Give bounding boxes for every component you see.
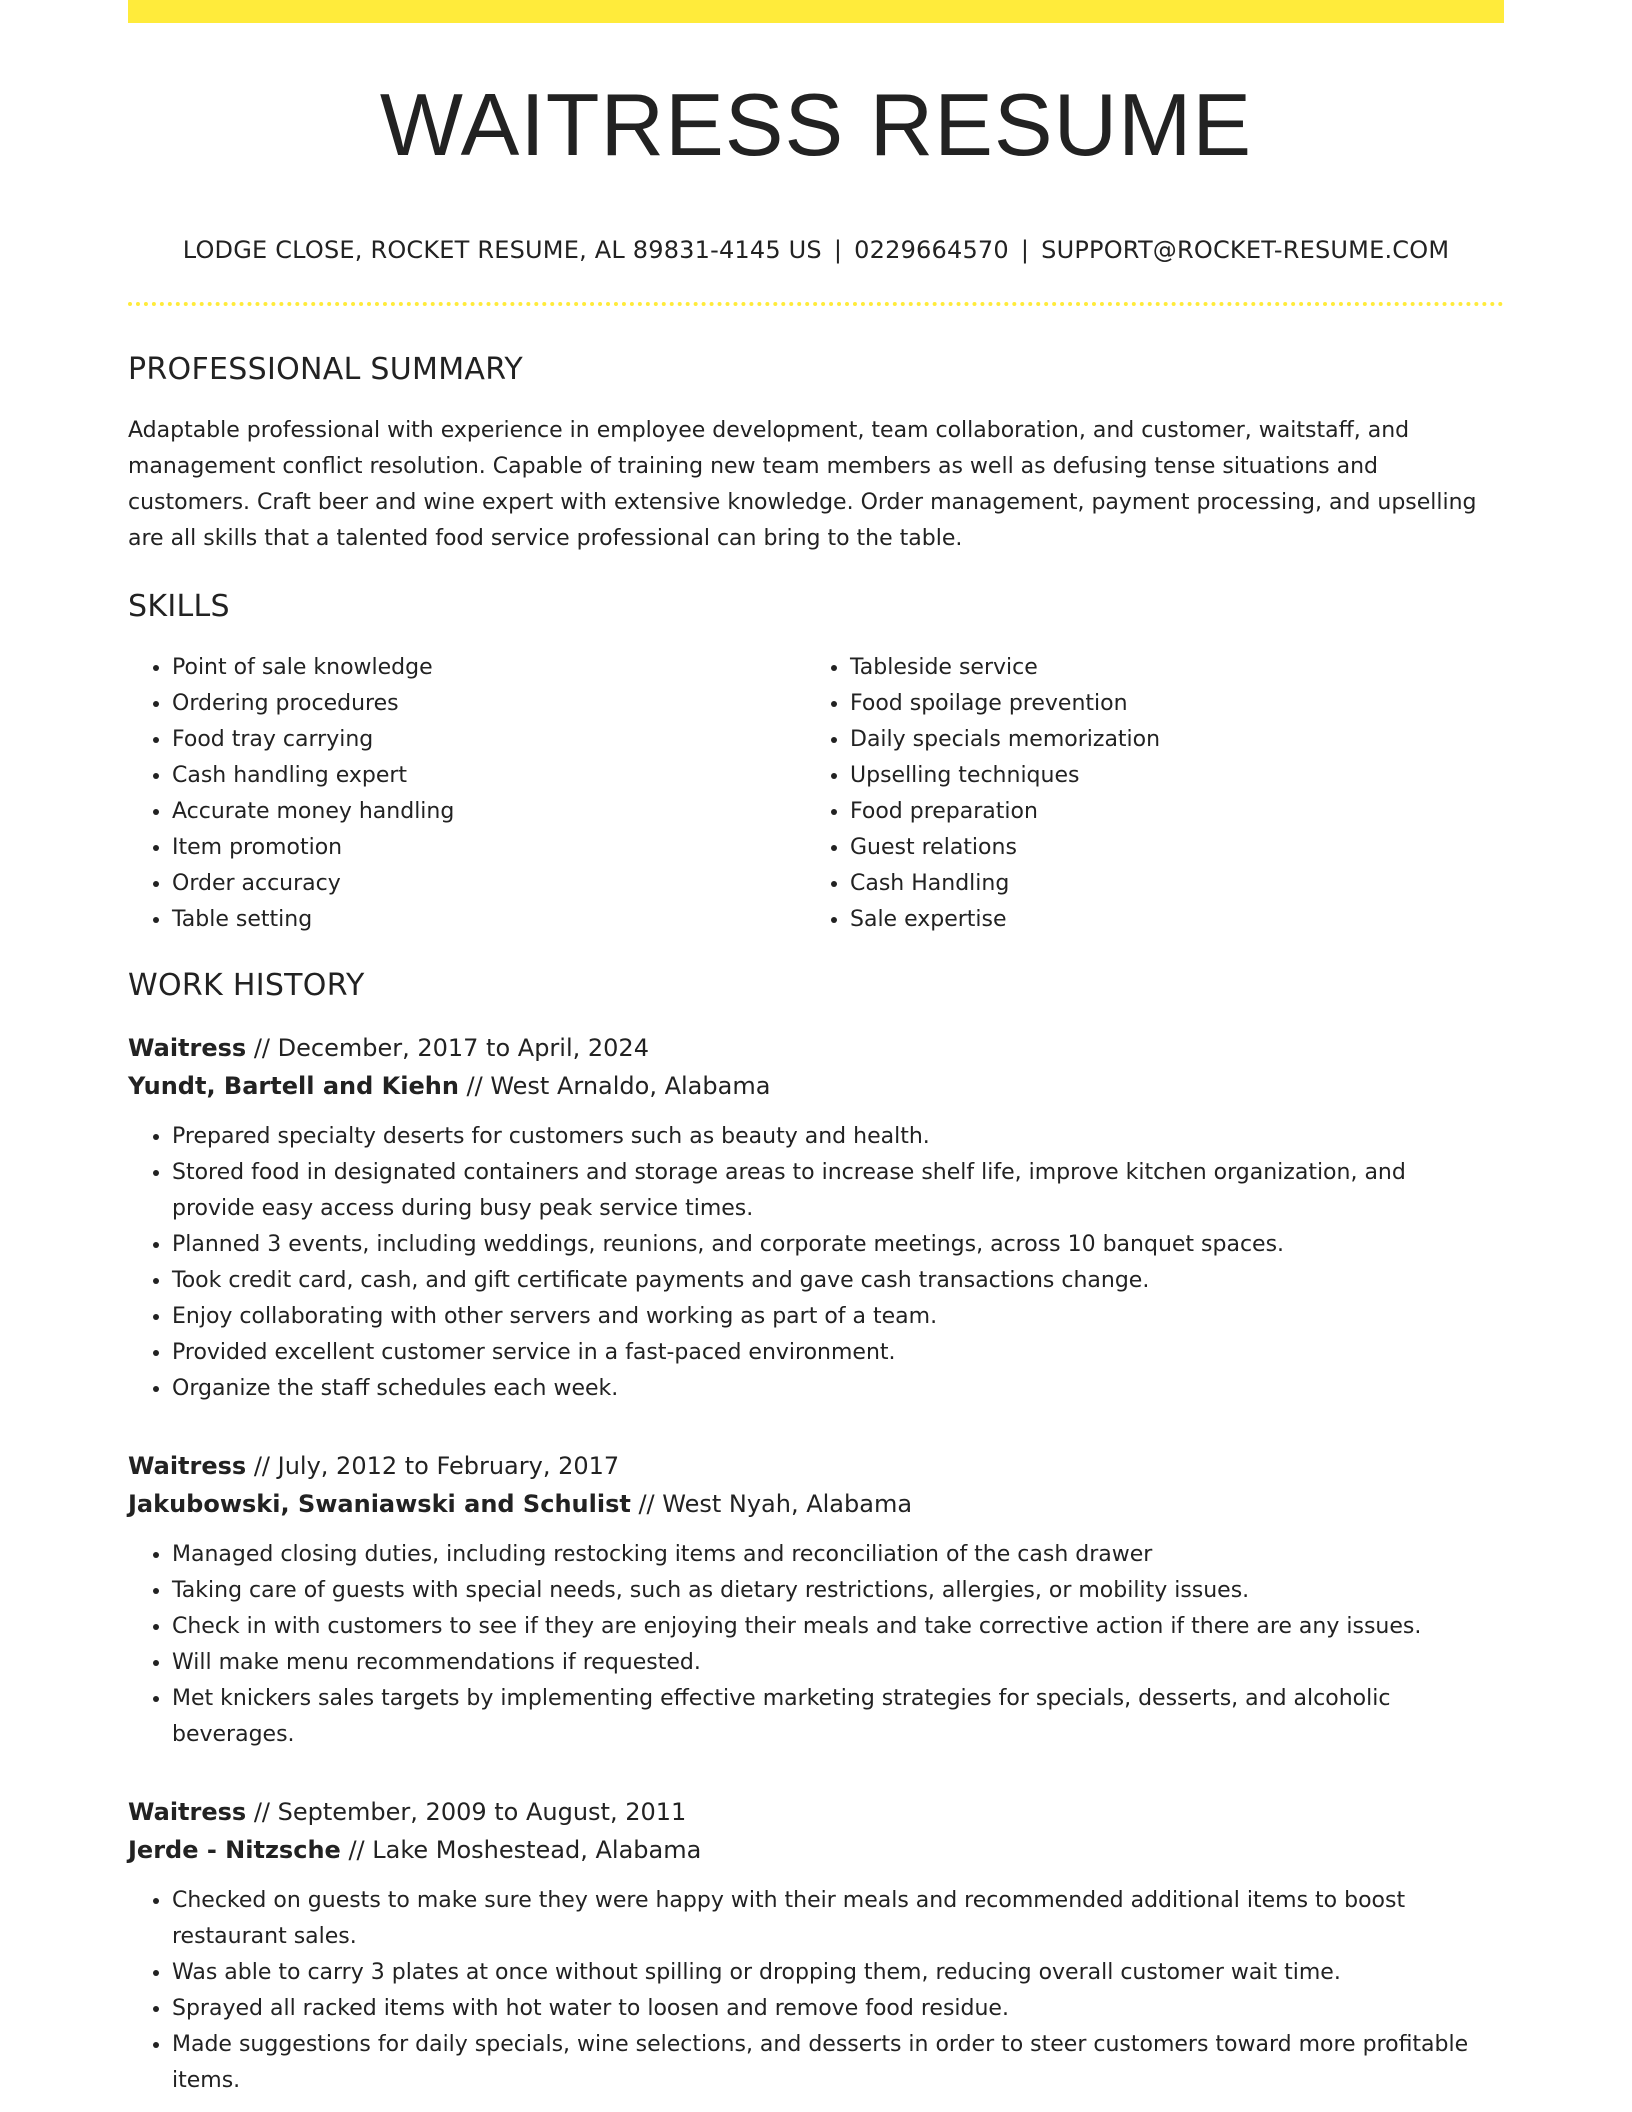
contact-line [128, 236, 1504, 264]
skill-item: • Tableside service [850, 650, 1484, 686]
work-history-heading: WORK HISTORY [128, 968, 365, 1003]
job-duty: • Check in with customers to see if they are enjoying their meals and take corrective action if there are any issues. [172, 1609, 1504, 1645]
job-company: Jakubowski, Swaniawski and Schulist [128, 1490, 631, 1518]
contact-phone: 0229664570 [854, 236, 1009, 264]
skills-list [128, 650, 1504, 938]
job-duty: • Provided excellent customer service in a fast-paced environment. [172, 1335, 1504, 1371]
skill-item: • Cash handling expert [172, 758, 806, 794]
job-company-line [128, 1831, 1504, 1869]
skill-item: • Guest relations [850, 830, 1484, 866]
skill-item: • Order accuracy [172, 866, 806, 902]
job-entry [128, 1447, 1504, 1753]
job-duties-list [128, 1537, 1504, 1753]
job-duty: • Was able to carry 3 plates at once without spilling or dropping them, reducing overall customer wait time. [172, 1955, 1504, 1991]
contact-separator: | [1020, 236, 1030, 264]
job-duty: • Met knickers sales targets by implementing effective marketing strategies for specials, desserts, and alcoholic beverages. [172, 1681, 1504, 1753]
job-role: Waitress [128, 1798, 247, 1826]
contact-separator: | [833, 236, 843, 264]
skills-column-right [806, 650, 1484, 938]
job-entry [128, 1029, 1504, 1407]
skill-item: • Accurate money handling [172, 794, 806, 830]
job-role-line [128, 1447, 1504, 1485]
skill-item: • Ordering procedures [172, 686, 806, 722]
summary-heading: PROFESSIONAL SUMMARY [128, 352, 524, 387]
job-duty: • Enjoy collaborating with other servers and working as part of a team. [172, 1299, 1504, 1335]
job-location: // Lake Moshestead, Alabama [340, 1836, 702, 1864]
skill-item: • Food preparation [850, 794, 1484, 830]
job-role: Waitress [128, 1034, 247, 1062]
accent-top-bar [128, 0, 1504, 23]
contact-address: LODGE CLOSE, ROCKET RESUME, AL 89831-4145 US [182, 236, 822, 264]
job-dates: // December, 2017 to April, 2024 [246, 1034, 649, 1062]
job-company-line [128, 1067, 1504, 1105]
skill-item: • Item promotion [172, 830, 806, 866]
job-duty: • Made suggestions for daily specials, wine selections, and desserts in order to steer customers toward more profitable items. [172, 2027, 1504, 2099]
skill-item: • Table setting [172, 902, 806, 938]
skills-column-left [128, 650, 806, 938]
job-duty: • Will make menu recommendations if requested. [172, 1645, 1504, 1681]
job-dates: // September, 2009 to August, 2011 [246, 1798, 687, 1826]
job-duty: • Sprayed all racked items with hot water to loosen and remove food residue. [172, 1991, 1504, 2027]
job-role-line [128, 1029, 1504, 1067]
job-duty: • Stored food in designated containers and storage areas to increase shelf life, improve kitchen organization, and provide easy access during busy peak service times. [172, 1155, 1504, 1227]
skill-item: • Upselling techniques [850, 758, 1484, 794]
skill-item: • Food tray carrying [172, 722, 806, 758]
skill-item: • Point of sale knowledge [172, 650, 806, 686]
job-duty: • Checked on guests to make sure they were happy with their meals and recommended additional items to boost restaurant sales. [172, 1883, 1504, 1955]
job-company: Jerde - Nitzsche [128, 1836, 341, 1864]
job-entry [128, 1793, 1504, 2099]
job-location: // West Nyah, Alabama [630, 1490, 913, 1518]
job-duties-list [128, 1883, 1504, 2099]
skill-item: • Cash Handling [850, 866, 1484, 902]
job-duties-list [128, 1119, 1504, 1407]
job-company: Yundt, Bartell and Kiehn [128, 1072, 459, 1100]
job-duty: • Organize the staff schedules each week. [172, 1371, 1504, 1407]
job-location: // West Arnaldo, Alabama [458, 1072, 771, 1100]
job-duty: • Taking care of guests with special needs, such as dietary restrictions, allergies, or mobility issues. [172, 1573, 1504, 1609]
job-dates: // July, 2012 to February, 2017 [246, 1452, 620, 1480]
job-role-line [128, 1793, 1504, 1831]
resume-page [128, 0, 1504, 2099]
contact-email: SUPPORT@ROCKET-RESUME.COM [1041, 236, 1450, 264]
skill-item: • Sale expertise [850, 902, 1484, 938]
dotted-divider [128, 302, 1504, 306]
skill-item: • Daily specials memorization [850, 722, 1484, 758]
skills-heading: SKILLS [128, 589, 230, 624]
job-role: Waitress [128, 1452, 247, 1480]
skill-item: • Food spoilage prevention [850, 686, 1484, 722]
job-duty: • Planned 3 events, including weddings, reunions, and corporate meetings, across 10 banquet spaces. [172, 1227, 1504, 1263]
resume-title: WAITRESS RESUME [379, 75, 1253, 174]
summary-text: Adaptable professional with experience in employee development, team collaboration, and customer, waitstaff, and management conflict resolution. Capable of training new team members as well as defusing tense situations and customers. Craft beer and wine expert with extensive knowledge. Order management, payment processing, and upselling are all skills that a talented food service professional can bring to the table. [128, 418, 1477, 551]
job-company-line [128, 1485, 1504, 1523]
job-duty: • Prepared specialty deserts for customers such as beauty and health. [172, 1119, 1504, 1155]
job-duty: • Took credit card, cash, and gift certificate payments and gave cash transactions change. [172, 1263, 1504, 1299]
job-duty: • Managed closing duties, including restocking items and reconciliation of the cash drawer [172, 1537, 1504, 1573]
